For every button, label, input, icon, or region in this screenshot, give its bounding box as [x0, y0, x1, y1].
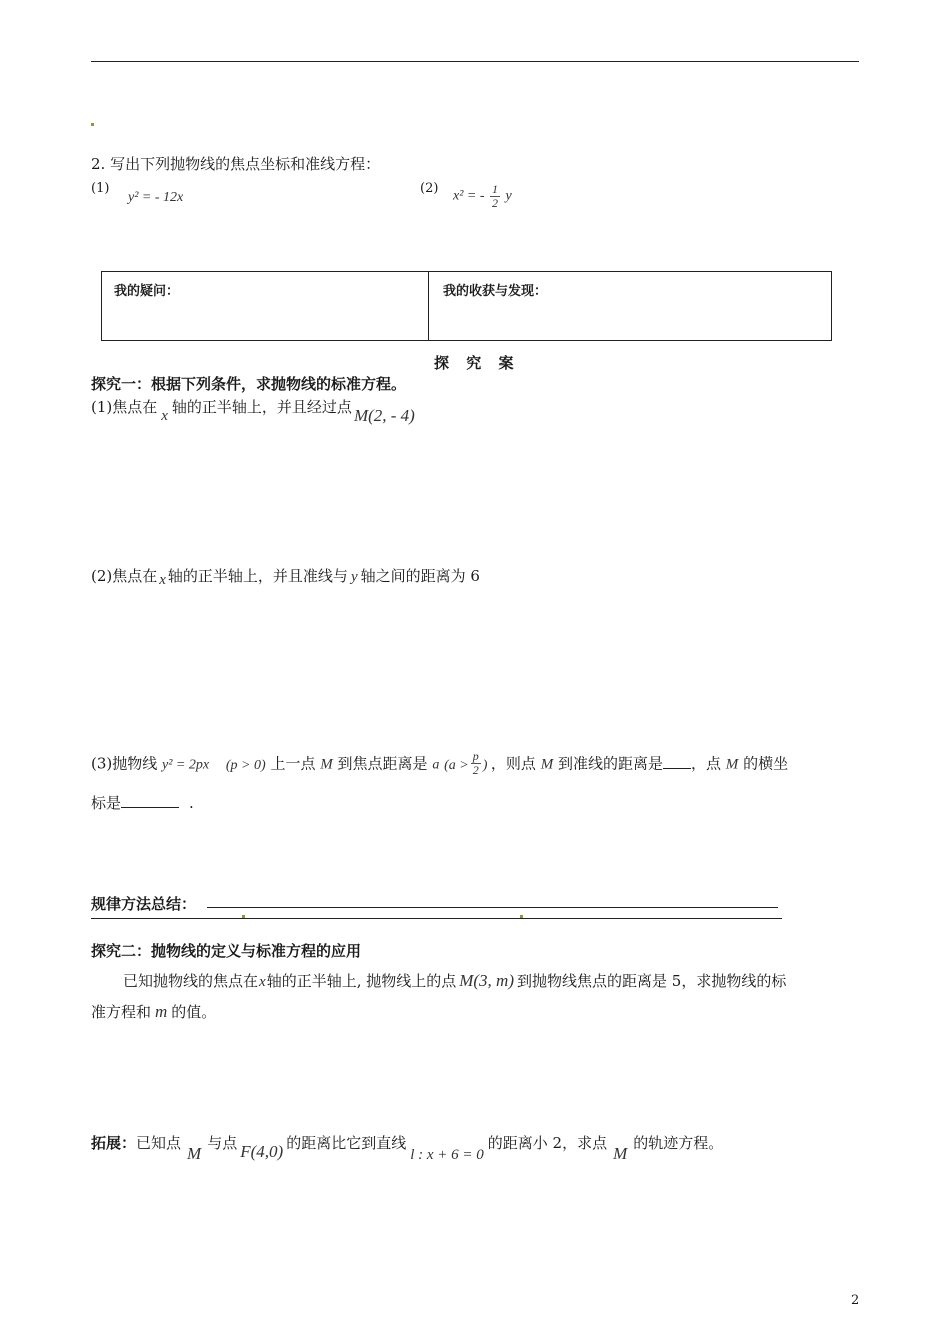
extension-c: 的距离比它到直线 [286, 1134, 407, 1152]
explore2-line1 [123, 970, 786, 991]
extension-d: 的距离小 2，求点 [487, 1134, 608, 1152]
extension-M: M [187, 1144, 202, 1163]
explore1-problem3-line2 [91, 792, 194, 813]
q2-item2-equation [453, 183, 512, 210]
explore1-p3-d: ，则点 [490, 754, 536, 773]
q2-item2-frac-num: 1 [492, 182, 499, 196]
explore1-p2-text-c: 轴之间的距离为 6 [360, 567, 480, 585]
explore1-p3-blank1[interactable] [663, 754, 691, 769]
extension-line: l : x + 6 = 0 [410, 1147, 484, 1163]
explore1-p3-fraction [471, 750, 481, 777]
explore1-p3-cond2-right: ) [482, 757, 488, 773]
explore1-problem2 [91, 565, 480, 586]
explore1-p2-var: x [159, 572, 166, 588]
explore1-p3-condition: (p > 0) [225, 757, 266, 773]
extension-a: 已知点 [136, 1134, 182, 1152]
q2-item2-eq-left: x² = - [453, 188, 485, 204]
summary-line-2[interactable] [91, 918, 782, 919]
explore1-p2-text-b: 轴的正半轴上，并且准线与 [167, 567, 348, 585]
q2-item2-frac-den: 2 [492, 196, 499, 210]
explore1-p3-a: (3)抛物线 [91, 754, 158, 773]
explore1-p2-text: (2)焦点在 [91, 567, 158, 585]
explore1-p2-var2: y [350, 569, 358, 585]
extension-F: F(4,0) [240, 1142, 284, 1161]
explore2-title: 探究二：抛物线的定义与标准方程的应用 [91, 942, 362, 960]
header-rule [91, 61, 859, 62]
explore1-p3-M3: M [725, 756, 739, 773]
extension-b: 与点 [207, 1134, 238, 1152]
explore1-p3-f: ，点 [690, 754, 721, 773]
explore1-p3-line2-a: 标是 [91, 794, 122, 812]
decorative-dot [91, 123, 94, 126]
extension-e: 的轨迹方程。 [633, 1134, 724, 1152]
explore2-line1-a: 已知抛物线的焦点在 [123, 972, 259, 990]
explore1-p3-a-var: a [432, 757, 440, 773]
explore1-p1-var: x [161, 408, 168, 424]
explore1-p3-equation: y² = 2px [162, 757, 210, 773]
explore1-p3-condition2 [444, 749, 491, 777]
explore1-title: 探究一：根据下列条件，求抛物线的标准方程。 [91, 375, 407, 393]
q2-title: 2. 写出下列抛物线的焦点坐标和准线方程： [91, 155, 381, 173]
explore1-p3-cond2-left: (a > [444, 757, 469, 773]
explore1-p3-g: 的横坐 [743, 754, 789, 773]
my-questions-label: 我的疑问： [114, 284, 180, 299]
explore1-p3-frac-num: p [472, 749, 479, 763]
decorative-dot [520, 915, 523, 918]
section-title: 探 究 案 [434, 354, 520, 372]
explore1-p3-frac-den: 2 [472, 763, 479, 777]
explore1-p3-M: M [320, 756, 333, 773]
explore2-line1-var: x [259, 974, 266, 990]
explore2-line1-b: 轴的正半轴上, 抛物线上的点 [266, 972, 457, 990]
explore2-line1-c: 到抛物线焦点的距离是 5，求抛物线的标 [517, 972, 787, 990]
explore2-line2 [91, 1001, 216, 1022]
extension-M2: M [613, 1144, 628, 1163]
explore1-problem1 [91, 396, 415, 425]
explore1-p3-line2-b: . [189, 794, 194, 812]
explore2-line1-point: M(3, m) [459, 971, 514, 990]
explore1-p1-text-a: (1)焦点在 [91, 398, 158, 416]
explore2-line2-a: 准方程和 [91, 1003, 152, 1021]
explore1-p3-M2: M [540, 756, 554, 773]
table-divider [428, 272, 429, 340]
explore1-p3-e: 到准线的距离是 [557, 754, 663, 773]
explore2-line2-var: m [155, 1002, 168, 1021]
q2-item2-fraction [490, 183, 500, 210]
page-number: 2 [851, 1293, 860, 1308]
explore1-p1-text-b: 轴的正半轴上，并且经过点 [171, 398, 352, 416]
summary-line-1[interactable] [207, 907, 778, 908]
explore1-p1-point: M(2, - 4) [353, 406, 415, 425]
explore1-problem3 [91, 749, 789, 779]
summary-label: 规律方法总结： [91, 895, 197, 913]
extension-problem [91, 1132, 724, 1163]
q2-item1-equation: y² = - 12x [128, 190, 184, 205]
decorative-dot [242, 915, 245, 918]
q2-item1-number: (1) [91, 181, 110, 196]
explore1-p3-b: 上一点 [270, 754, 316, 773]
extension-label: 拓展： [91, 1134, 137, 1152]
my-findings-label: 我的收获与发现： [443, 284, 548, 299]
explore2-line2-b: 的值。 [171, 1003, 217, 1021]
q2-item2-number: (2) [420, 181, 439, 196]
q2-item2-eq-right: y [505, 188, 512, 204]
explore1-p3-blank2[interactable] [121, 793, 179, 808]
reflection-table [101, 271, 832, 341]
explore1-p3-c: 到焦点距离是 [337, 754, 428, 773]
